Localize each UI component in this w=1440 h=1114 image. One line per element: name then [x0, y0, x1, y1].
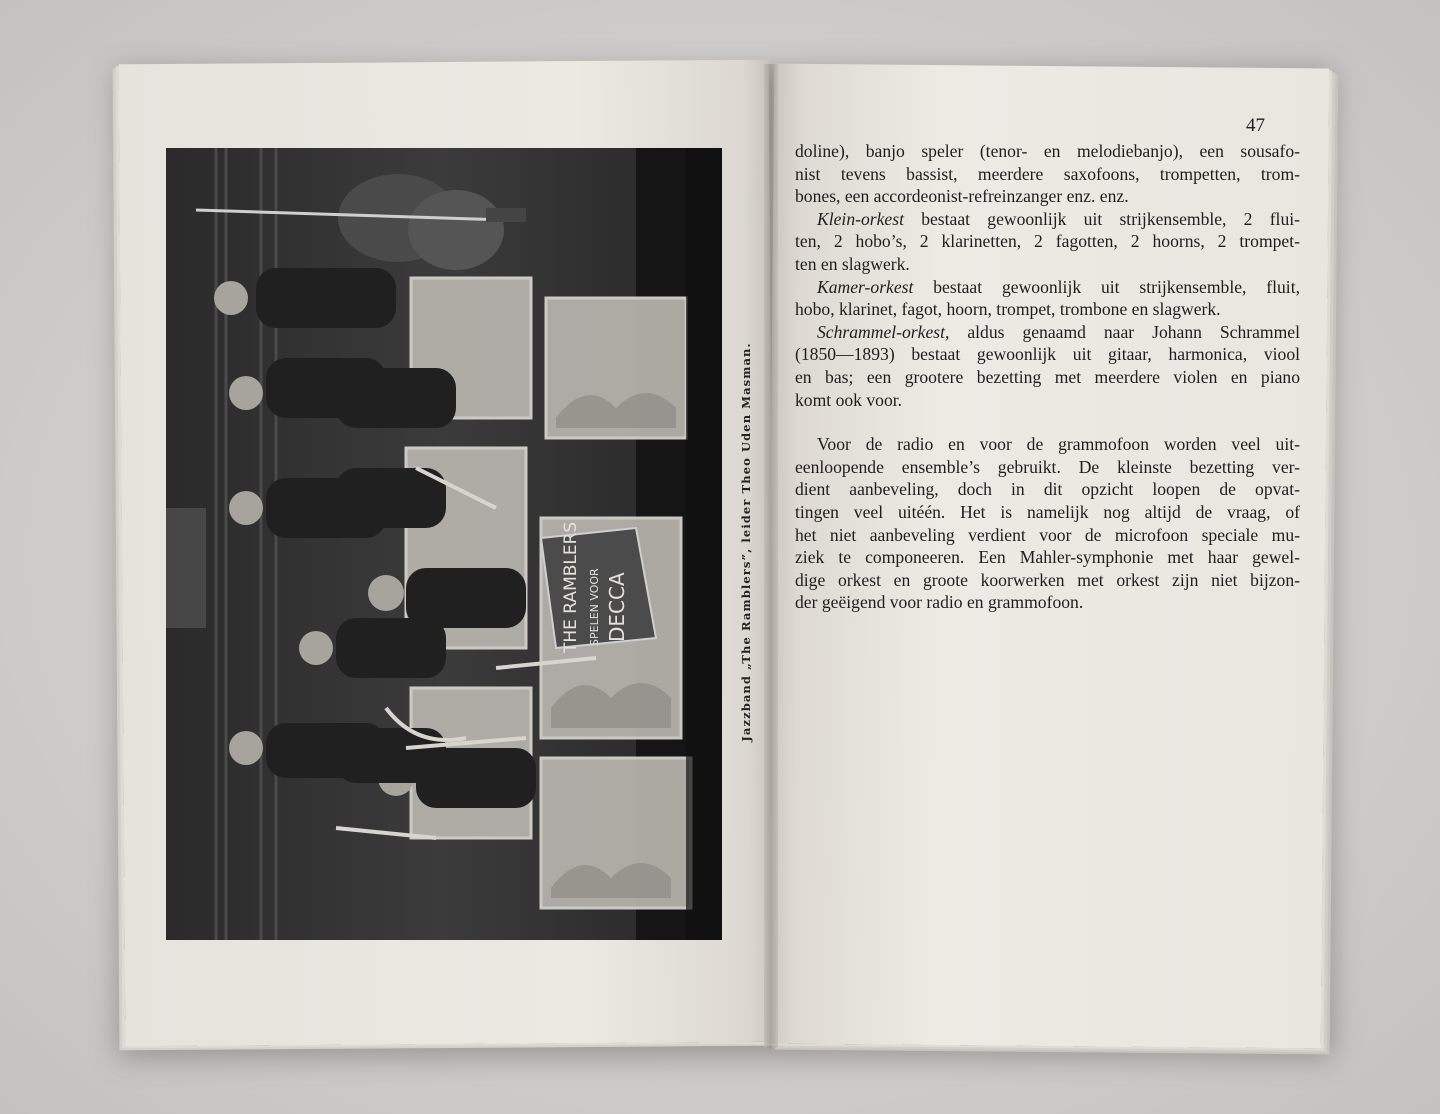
- text-line: [795, 208, 1300, 231]
- text-line: ten en slagwerk.: [795, 253, 910, 274]
- band-sign-line-3: DECCA: [605, 572, 629, 642]
- text-line: bones, een accordeonist-refreinzanger enz. enz.: [795, 186, 1129, 207]
- text-line: (1850—1893) bestaat gewoonlijk uit gitaar, harmonica, viool: [795, 344, 1300, 365]
- band-sign-line-2: SPELEN VOOR: [588, 568, 601, 646]
- text-line: dige orkest en groote koorwerken met orkest zijn niet bijzon-: [795, 569, 1300, 590]
- text-line: der geëigend voor radio en grammofoon.: [795, 592, 1084, 613]
- text-line: [795, 276, 1300, 299]
- text-segment: aldus genaamd naar Johann Schrammel: [949, 321, 1300, 342]
- book-gutter: [764, 64, 778, 1048]
- text-segment: bestaat gewoonlijk uit strijkensemble, 2 flui-: [903, 208, 1300, 229]
- photo-caption-text: Jazzband „The Ramblers”, leider Theo Uden Masman.: [739, 342, 753, 742]
- text-line: eenloopende ensemble’s gebruikt. De kleinste bezetting ver-: [795, 456, 1300, 477]
- text-line: doline), banjo speler (tenor- en melodiebanjo), een sousafo-: [795, 141, 1300, 161]
- text-line: tingen veel uitéén. Het is namelijk nog altijd de vraag, of: [795, 501, 1300, 522]
- band-sign-line-1: THE RAMBLERS: [561, 521, 581, 653]
- text-line: het niet aanbeveling verdient voor de microfoon speciale mu-: [795, 524, 1300, 545]
- term-kamer-orkest: Kamer-orkest: [817, 276, 914, 297]
- jazzband-photo: [166, 148, 722, 940]
- text-line: ziek te componeeren. Een Mahler-symphonie met haar gewel-: [795, 547, 1300, 568]
- text-line: dient aanbeveling, doch in dit opzicht loopen de opvat-: [795, 479, 1300, 500]
- text-line: hobo, klarinet, fagot, hoorn, trompet, trombone en slagwerk.: [795, 299, 1221, 320]
- text-segment: bestaat gewoonlijk uit strijkensemble, fluit,: [913, 276, 1300, 297]
- text-line: Voor de radio en voor de grammofoon worden veel uit-: [817, 434, 1300, 455]
- text-line: en bas; een grootere bezetting met meerdere violen en piano: [795, 366, 1300, 387]
- text-line: nist tevens bassist, meerdere saxofoons, trompetten, trom-: [795, 163, 1300, 184]
- body-text: [795, 140, 1300, 614]
- term-klein-orkest: Klein-orkest: [817, 208, 904, 229]
- term-schrammel-orkest: Schrammel-orkest,: [817, 321, 950, 342]
- paragraph-gap: [795, 411, 1300, 433]
- text-line: [795, 321, 1300, 344]
- text-line: ten, 2 hobo’s, 2 klarinetten, 2 fagotten, 2 hoorns, 2 trompet-: [795, 231, 1300, 252]
- text-line: komt ook voor.: [795, 389, 903, 410]
- page-number: 47: [1246, 115, 1265, 136]
